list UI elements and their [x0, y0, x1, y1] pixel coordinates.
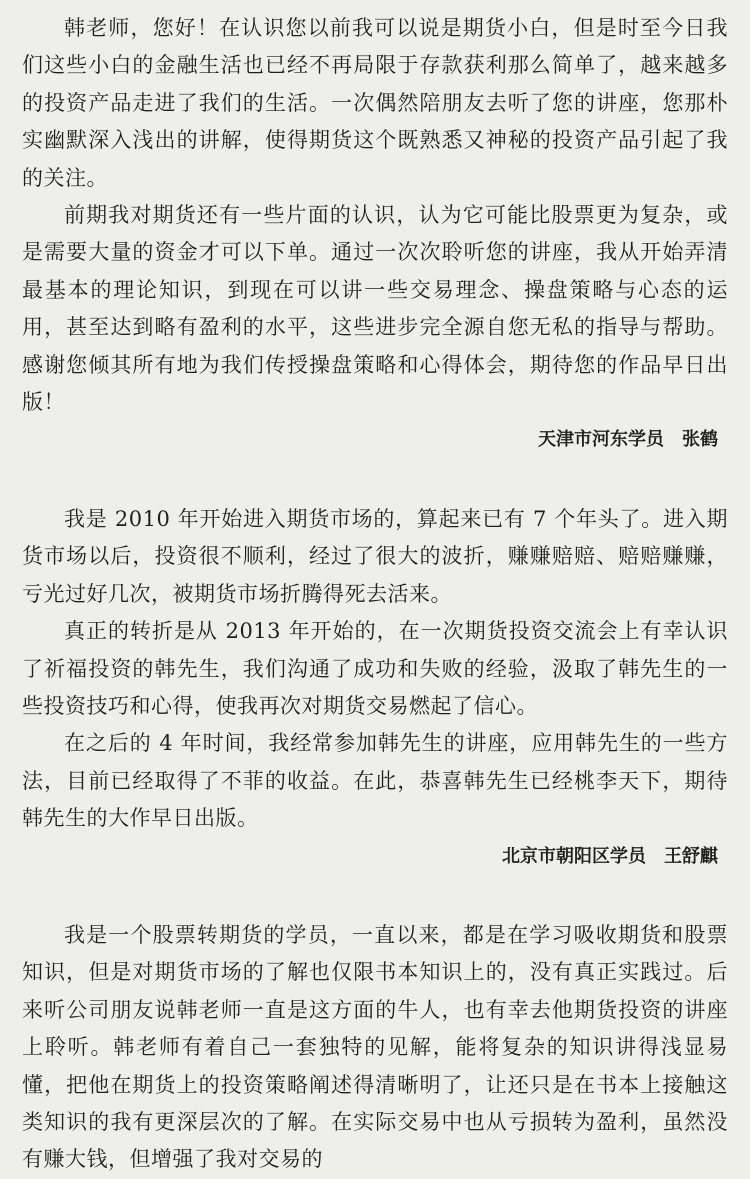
signature [22, 421, 728, 458]
signature-text: 北京市朝阳区学员 王舒麒 [502, 845, 718, 867]
signature-text: 天津市河东学员 张鹤 [538, 429, 718, 451]
paragraph: 韩老师，您好！在认识您以前我可以说是期货小白，但是时至今日我们这些小白的金融生活也已经不再局限于存款获利那么简单了，越来越多的投资产品走进了我们的生活。一次偶然陪朋友去听了您的讲座，您那朴实幽默深入浅出的讲解，使得期货这个既熟悉又神秘的投资产品引起了我的关注。 [22, 16, 728, 190]
section-gap [22, 459, 728, 501]
paragraph: 我是 2010 年开始进入期货市场的，算起来已有 7 个年头了。进入期货市场以后，投资很不顺利，经过了很大的波折，赚赚赔赔、赔赔赚赚，亏光过好几次，被期货市场折腾得死去活来。 [22, 506, 728, 606]
section-gap [22, 875, 728, 917]
paragraph: 在之后的 4 年时间，我经常参加韩先生的讲座，应用韩先生的一些方法，目前已经取得了不菲的收益。在此，恭喜韩先生已经桃李天下，期待韩先生的大作早日出版。 [22, 731, 728, 831]
signature [22, 838, 728, 875]
testimonial-1 [22, 10, 728, 459]
testimonial-2 [22, 501, 728, 875]
paragraph: 我是一个股票转期货的学员，一直以来，都是在学习吸收期货和股票知识，但是对期货市场的了解也仅限书本知识上的，没有真正实践过。后来听公司朋友说韩老师一直是这方面的牛人，也有幸去他期货投资的讲座上聆听。韩老师有着自己一套独特的见解，能将复杂的知识讲得浅显易懂，把他在期货上的投资策略阐述得清晰明了，让还只是在书本上接触这类知识的我有更深层次的了解。在实际交易中也从亏损转为盈利，虽然没有赚大钱，但增强了我对交易的 [22, 922, 728, 1172]
testimonial-3 [22, 917, 728, 1179]
paragraph: 真正的转折是从 2013 年开始的，在一次期货投资交流会上有幸认识了祈福投资的韩先生，我们沟通了成功和失败的经验，汲取了韩先生的一些投资技巧和心得，使我再次对期货交易燃起了信心。 [22, 619, 728, 718]
paragraph: 前期我对期货还有一些片面的认识，认为它可能比股票更为复杂，或是需要大量的资金才可以下单。通过一次次聆听您的讲座，我从开始弄清最基本的理论知识，到现在可以讲一些交易理念、操盘策略与心态的运用，甚至达到略有盈利的水平，这些进步完全源自您无私的指导与帮助。感谢您倾其所有地为我们传授操盘策略和心得体会，期待您的作品早日出版！ [22, 203, 728, 415]
